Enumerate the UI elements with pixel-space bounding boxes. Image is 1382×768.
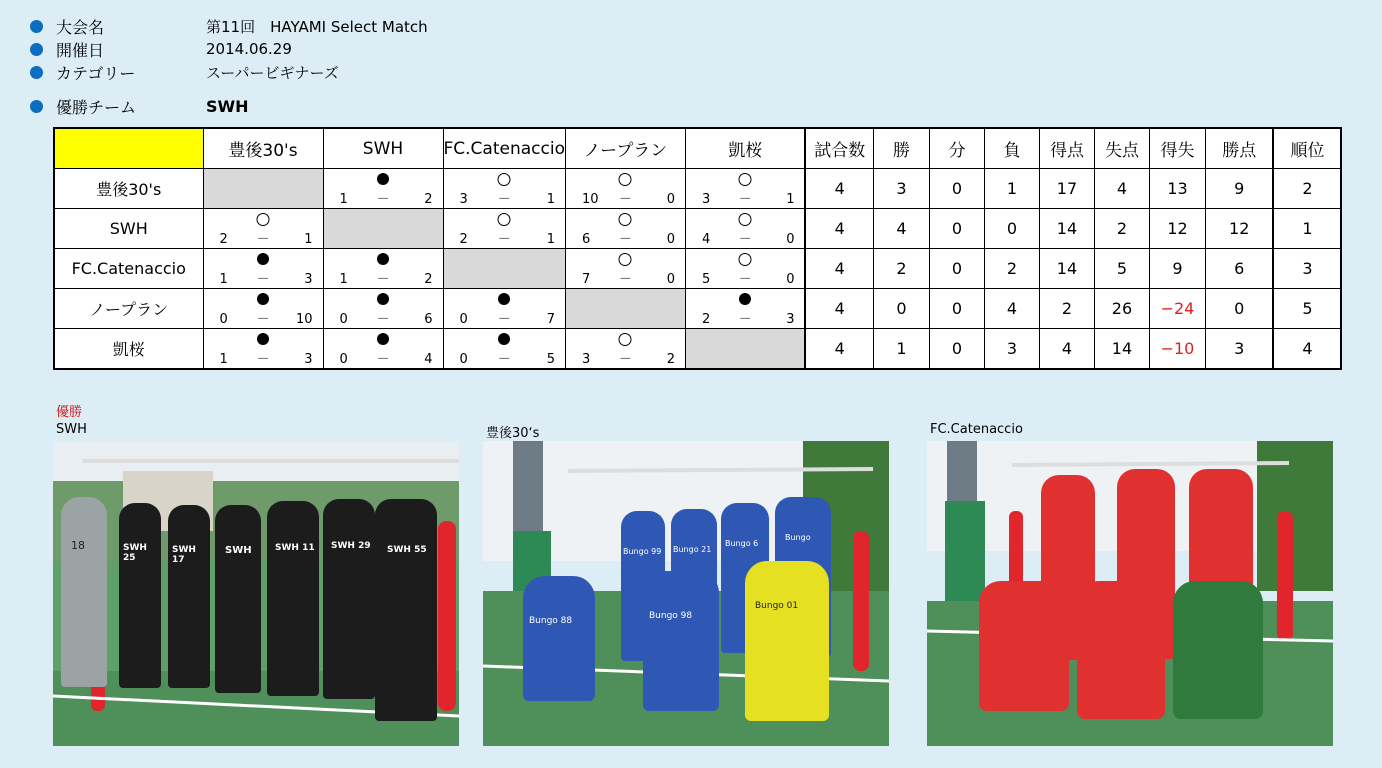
score-for: 10	[581, 192, 599, 207]
score-against: 0	[786, 232, 795, 247]
stat-cell: 4	[805, 209, 873, 249]
score-against: 0	[786, 272, 795, 287]
stat-cell: 0	[929, 329, 984, 370]
stat-cell: 4	[873, 209, 929, 249]
match-result-cell	[203, 289, 323, 329]
stat-cell: 0	[1205, 289, 1273, 329]
win-mark-icon	[739, 253, 752, 266]
stat-header: 順位	[1273, 128, 1341, 169]
row-team-name: SWH	[54, 209, 203, 249]
win-mark-icon	[498, 173, 511, 186]
table-row	[54, 249, 1341, 289]
stat-cell: 0	[984, 209, 1039, 249]
stat-cell: 9	[1205, 169, 1273, 209]
stat-cell: 2	[1039, 289, 1094, 329]
info-row-date	[30, 38, 292, 60]
corner-cell	[54, 128, 203, 169]
score-against: 1	[546, 232, 555, 247]
stat-cell: 1	[873, 329, 929, 370]
info-value: 2014.06.29	[206, 40, 292, 58]
photo-caption-swh: SWH	[56, 422, 87, 437]
stat-cell: 0	[929, 169, 984, 209]
results-table	[53, 127, 1342, 370]
match-result-cell	[443, 329, 565, 370]
score-dash: －	[738, 272, 752, 287]
score-dash: －	[497, 232, 511, 247]
bullet-icon	[30, 43, 43, 56]
score-against: 2	[424, 272, 433, 287]
player-figure: SWH 25	[119, 503, 161, 688]
loss-mark-icon	[377, 173, 389, 185]
column-header: SWH	[323, 128, 443, 169]
stat-cell: 3	[873, 169, 929, 209]
match-result-cell	[565, 209, 685, 249]
bullet-icon	[30, 20, 43, 33]
table-row	[54, 209, 1341, 249]
loss-mark-icon	[377, 333, 389, 345]
score-for: 1	[339, 192, 348, 207]
table-row	[54, 169, 1341, 209]
score-dash: －	[256, 312, 270, 327]
stat-cell: 0	[873, 289, 929, 329]
player-figure: Bungo 01	[745, 561, 829, 721]
stat-cell: 14	[1039, 249, 1094, 289]
team-photo-catenaccio	[927, 441, 1333, 746]
score-for: 6	[581, 232, 591, 247]
score-for: 7	[581, 272, 591, 287]
score-for: 0	[339, 352, 348, 367]
stat-cell: 4	[1094, 169, 1149, 209]
score-for: 3	[581, 352, 591, 367]
loss-mark-icon	[377, 253, 389, 265]
stat-cell: 14	[1039, 209, 1094, 249]
row-team-name: ノープラン	[54, 289, 203, 329]
team-photo-swh	[53, 441, 459, 746]
player-figure: SWH 29	[323, 499, 375, 699]
match-result-cell	[323, 249, 443, 289]
stat-cell: 3	[1273, 249, 1341, 289]
win-mark-icon	[739, 173, 752, 186]
info-row-name	[30, 15, 428, 37]
stat-cell: 5	[1094, 249, 1149, 289]
info-value: スーパービギナーズ	[206, 63, 339, 82]
loss-mark-icon	[257, 293, 269, 305]
stat-cell: 4	[1273, 329, 1341, 370]
score-against: 2	[424, 192, 433, 207]
score-against: 2	[666, 352, 675, 367]
stat-cell: 6	[1205, 249, 1273, 289]
column-header: 豊後30's	[203, 128, 323, 169]
info-label: 大会名	[56, 17, 105, 37]
winner-label: 優勝	[56, 405, 83, 420]
score-dash: －	[618, 232, 632, 247]
column-header: 凱桜	[685, 128, 805, 169]
match-result-cell	[323, 289, 443, 329]
player-figure: Bungo 21	[671, 509, 717, 659]
match-result-cell	[203, 329, 323, 370]
row-team-name: FC.Catenaccio	[54, 249, 203, 289]
player-figure: Bungo 6	[721, 503, 769, 653]
info-label: 優勝チーム	[56, 97, 137, 117]
match-result-cell	[565, 329, 685, 370]
score-against: 7	[546, 312, 555, 327]
score-against: 0	[666, 232, 675, 247]
stat-cell: 9	[1149, 249, 1205, 289]
stat-cell: 4	[984, 289, 1039, 329]
stat-cell: 4	[805, 249, 873, 289]
bullet-icon	[30, 66, 43, 79]
stat-header: 得失	[1149, 128, 1205, 169]
stat-cell: 0	[929, 289, 984, 329]
loss-mark-icon	[739, 293, 751, 305]
info-value: 第11回 HAYAMI Select Match	[206, 17, 428, 36]
match-result-cell	[685, 169, 805, 209]
score-dash: －	[497, 312, 511, 327]
score-dash: －	[256, 352, 270, 367]
column-header: ノープラン	[565, 128, 685, 169]
info-row-category	[30, 61, 339, 83]
player-figure	[1077, 581, 1165, 719]
score-dash: －	[376, 312, 390, 327]
team-photo-bungo	[483, 441, 889, 746]
stat-cell: 2	[1094, 209, 1149, 249]
match-result-cell	[323, 169, 443, 209]
stat-cell: −10	[1149, 329, 1205, 370]
player-figure: Bungo 98	[643, 571, 719, 711]
score-dash: －	[256, 272, 270, 287]
header-row	[54, 128, 1341, 169]
stat-cell: 3	[984, 329, 1039, 370]
stat-cell: 17	[1039, 169, 1094, 209]
score-against: 6	[424, 312, 433, 327]
stat-cell: −24	[1149, 289, 1205, 329]
stat-cell: 12	[1205, 209, 1273, 249]
stat-header: 勝	[873, 128, 929, 169]
stat-cell: 4	[1039, 329, 1094, 370]
player-figure: 18	[61, 497, 107, 687]
match-result-cell	[443, 209, 565, 249]
stat-cell: 4	[805, 169, 873, 209]
stat-cell: 5	[1273, 289, 1341, 329]
player-figure: SWH	[215, 505, 261, 693]
loss-mark-icon	[498, 333, 510, 345]
stat-cell: 26	[1094, 289, 1149, 329]
match-result-cell	[685, 249, 805, 289]
win-mark-icon	[739, 213, 752, 226]
player-figure	[979, 581, 1069, 711]
score-dash: －	[618, 272, 632, 287]
stat-header: 負	[984, 128, 1039, 169]
score-dash: －	[738, 232, 752, 247]
match-result-cell	[203, 249, 323, 289]
stat-cell: 14	[1094, 329, 1149, 370]
score-for: 3	[459, 192, 468, 207]
score-dash: －	[738, 192, 752, 207]
stat-cell: 13	[1149, 169, 1205, 209]
score-dash: －	[738, 312, 752, 327]
score-against: 1	[786, 192, 795, 207]
self-match-cell	[685, 329, 805, 370]
score-against: 3	[304, 352, 313, 367]
table-row	[54, 329, 1341, 370]
score-dash: －	[256, 232, 270, 247]
score-for: 1	[219, 352, 228, 367]
row-team-name: 凱桜	[54, 329, 203, 370]
score-against: 1	[546, 192, 555, 207]
match-result-cell	[443, 169, 565, 209]
score-for: 4	[701, 232, 711, 247]
match-result-cell	[203, 209, 323, 249]
score-against: 0	[666, 192, 675, 207]
bullet-icon	[30, 100, 43, 113]
win-mark-icon	[498, 213, 511, 226]
score-dash: －	[376, 352, 390, 367]
stat-header: 分	[929, 128, 984, 169]
stat-cell: 4	[805, 289, 873, 329]
score-against: 1	[304, 232, 313, 247]
score-for: 2	[459, 232, 468, 247]
win-mark-icon	[619, 333, 632, 346]
stat-header: 勝点	[1205, 128, 1273, 169]
win-mark-icon	[619, 213, 632, 226]
score-dash: －	[376, 192, 390, 207]
player-figure: Bungo 99	[621, 511, 665, 661]
player-figure: SWH 55	[375, 499, 437, 721]
stat-header: 失点	[1094, 128, 1149, 169]
score-against: 10	[295, 312, 313, 327]
score-for: 0	[459, 312, 468, 327]
loss-mark-icon	[257, 333, 269, 345]
win-mark-icon	[257, 213, 270, 226]
photo-caption-bungo: 豊後30‘s	[486, 426, 540, 441]
stat-cell: 12	[1149, 209, 1205, 249]
player-figure: SWH 11	[267, 501, 319, 696]
stat-header: 得点	[1039, 128, 1094, 169]
loss-mark-icon	[257, 253, 269, 265]
self-match-cell	[203, 169, 323, 209]
score-for: 0	[219, 312, 228, 327]
score-against: 4	[424, 352, 433, 367]
match-result-cell	[565, 249, 685, 289]
match-result-cell	[323, 329, 443, 370]
match-result-cell	[685, 209, 805, 249]
table-row	[54, 289, 1341, 329]
loss-mark-icon	[498, 293, 510, 305]
score-dash: －	[618, 192, 632, 207]
info-value: SWH	[206, 96, 249, 116]
self-match-cell	[323, 209, 443, 249]
score-dash: －	[497, 352, 511, 367]
self-match-cell	[443, 249, 565, 289]
score-against: 3	[786, 312, 795, 327]
score-dash: －	[618, 352, 632, 367]
score-for: 1	[339, 272, 348, 287]
player-figure	[1173, 581, 1263, 719]
stat-cell: 0	[929, 209, 984, 249]
score-dash: －	[497, 192, 511, 207]
score-against: 5	[546, 352, 555, 367]
score-against: 0	[666, 272, 675, 287]
stat-cell: 4	[805, 329, 873, 370]
stat-cell: 1	[984, 169, 1039, 209]
player-figure: Bungo 88	[523, 576, 595, 701]
score-for: 2	[219, 232, 228, 247]
win-mark-icon	[619, 173, 632, 186]
score-against: 3	[304, 272, 313, 287]
photo-caption-catenaccio: FC.Catenaccio	[930, 422, 1023, 437]
score-for: 0	[339, 312, 348, 327]
stat-cell: 3	[1205, 329, 1273, 370]
player-figure: Bungo	[775, 497, 831, 657]
stat-cell: 1	[1273, 209, 1341, 249]
stat-cell: 2	[873, 249, 929, 289]
match-result-cell	[443, 289, 565, 329]
stat-cell: 2	[1273, 169, 1341, 209]
self-match-cell	[565, 289, 685, 329]
win-mark-icon	[619, 253, 632, 266]
score-for: 5	[701, 272, 711, 287]
column-header: FC.Catenaccio	[443, 128, 565, 169]
score-for: 3	[701, 192, 711, 207]
info-row-winner	[30, 95, 249, 117]
loss-mark-icon	[377, 293, 389, 305]
stat-cell: 2	[984, 249, 1039, 289]
score-for: 0	[459, 352, 468, 367]
stat-header: 試合数	[805, 128, 873, 169]
stat-cell: 0	[929, 249, 984, 289]
player-figure: SWH 17	[168, 505, 210, 688]
score-for: 2	[701, 312, 711, 327]
score-for: 1	[219, 272, 228, 287]
row-team-name: 豊後30's	[54, 169, 203, 209]
match-result-cell	[685, 289, 805, 329]
info-label: 開催日	[56, 40, 105, 60]
match-result-cell	[565, 169, 685, 209]
info-label: カテゴリー	[56, 63, 136, 83]
score-dash: －	[376, 272, 390, 287]
